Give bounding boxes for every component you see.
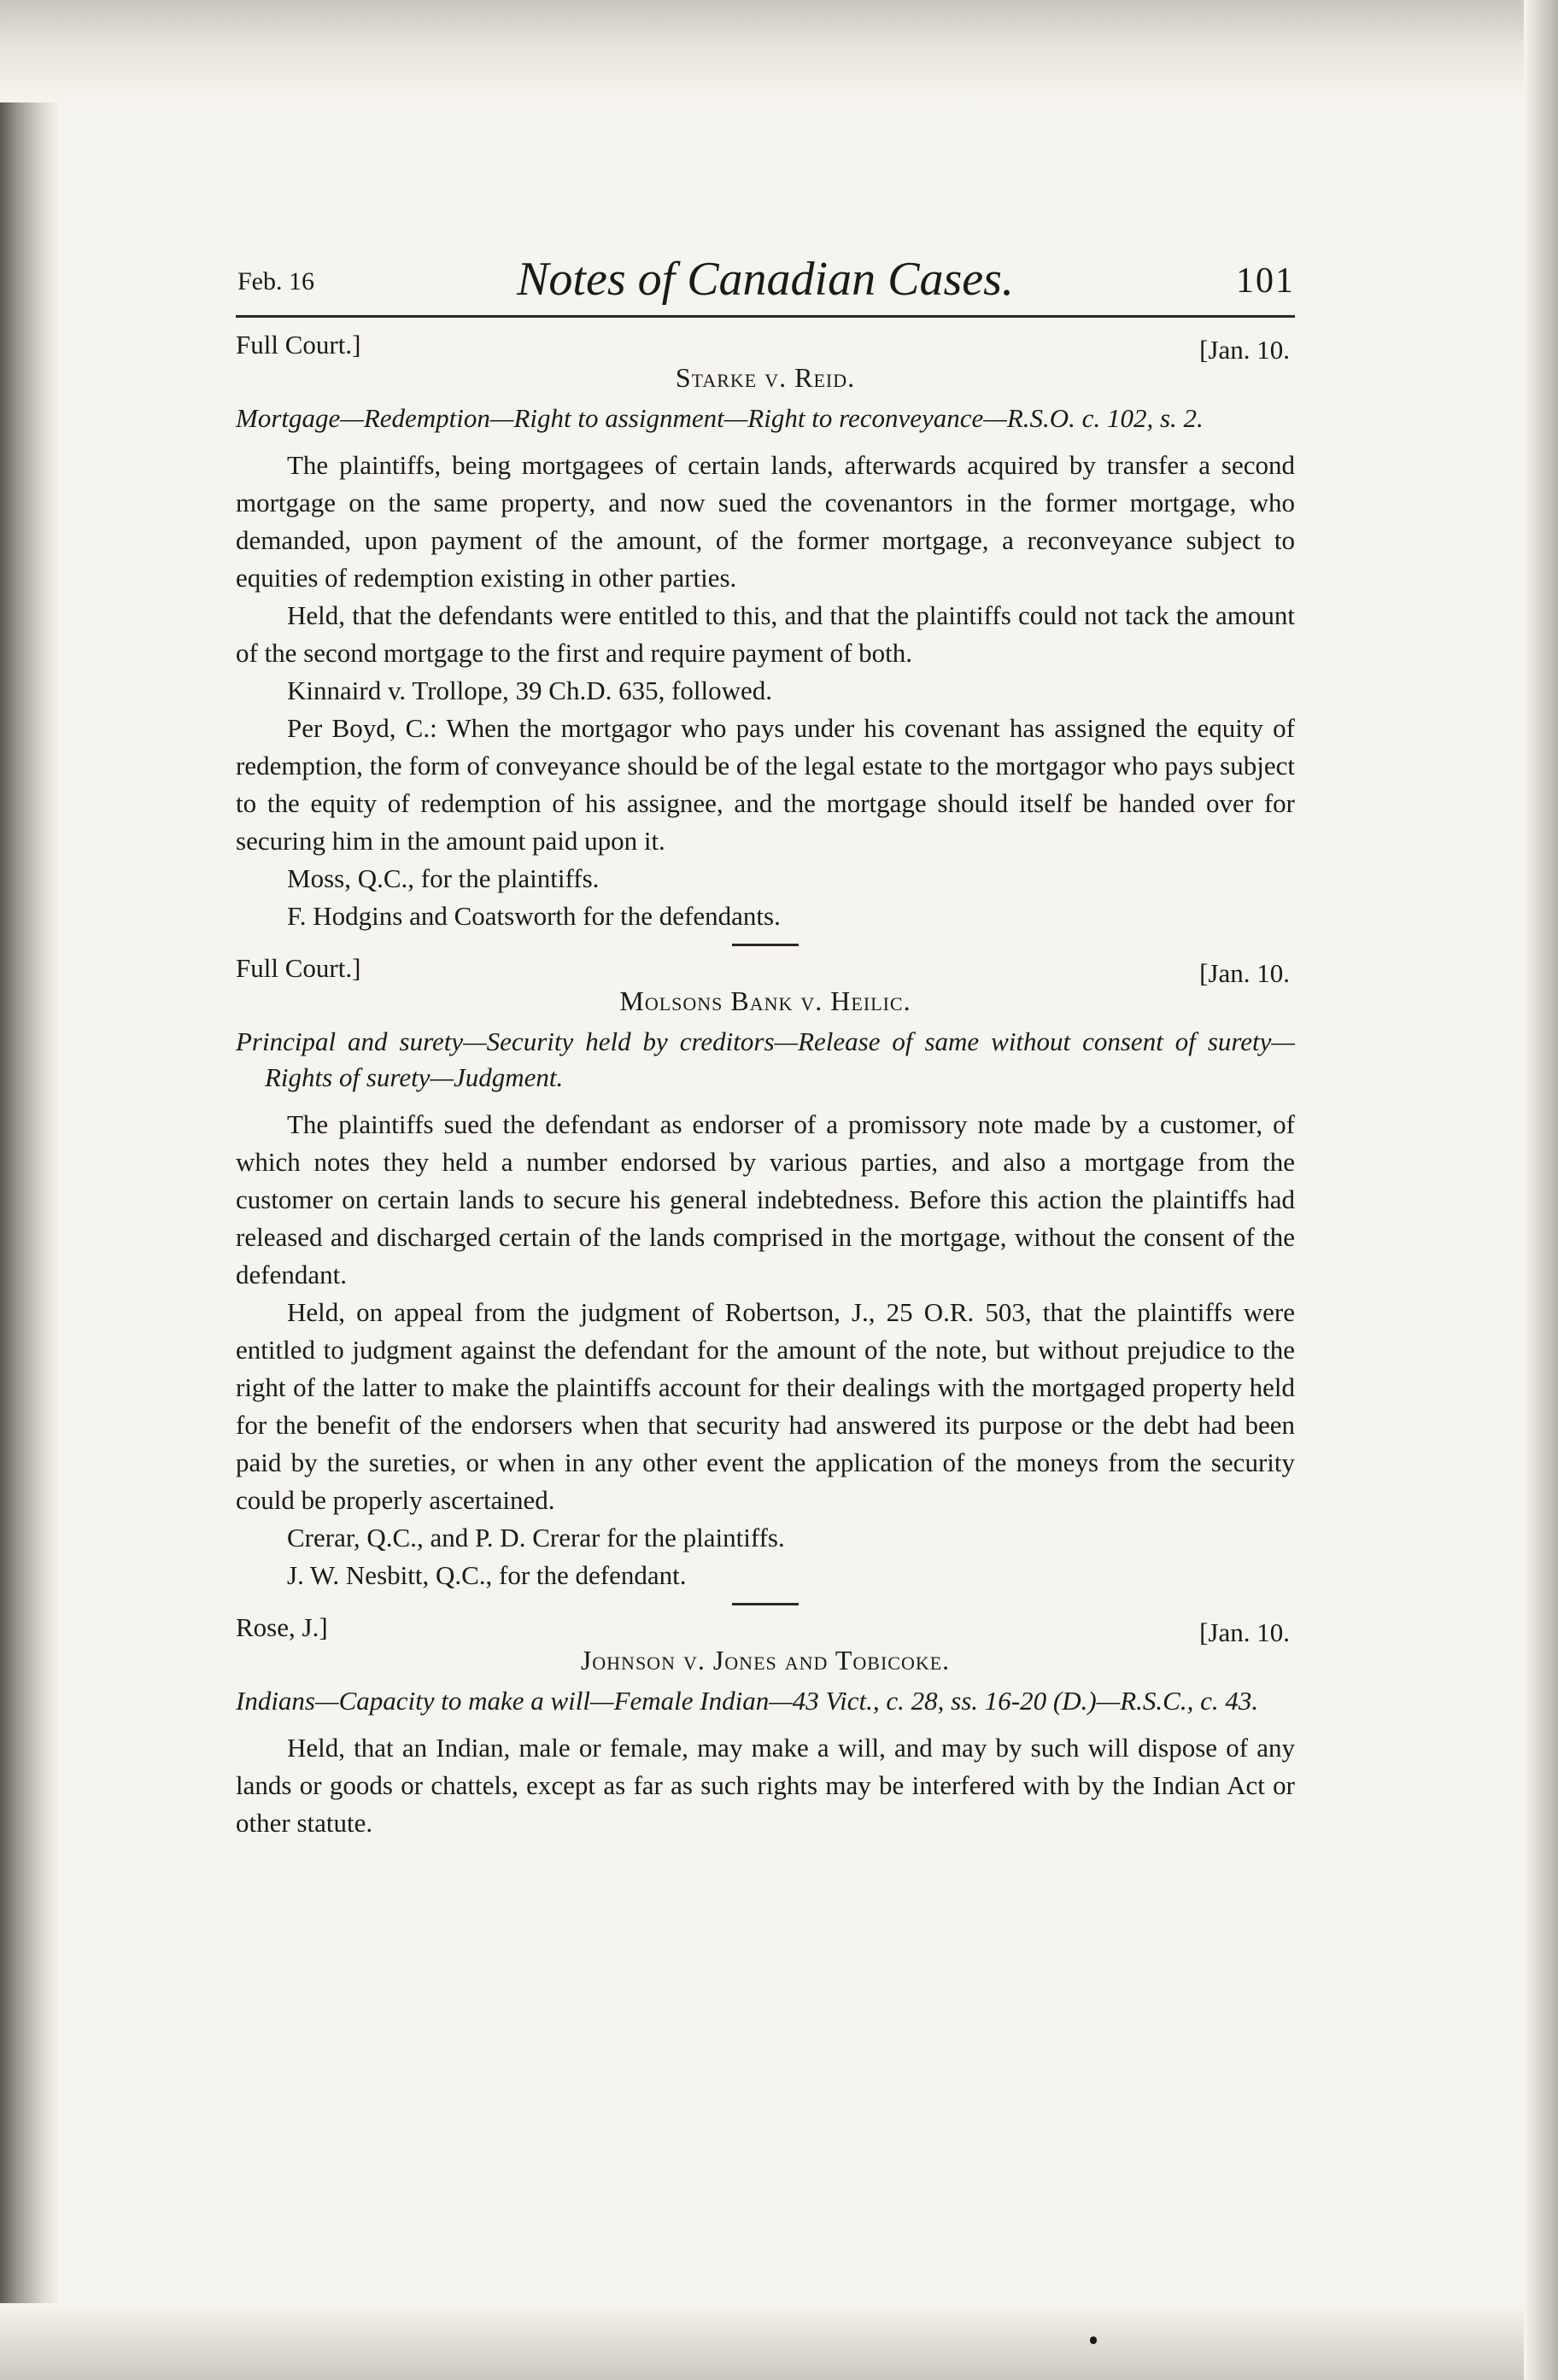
- counsel-plaintiffs: Moss, Q.C., for the plaintiffs.: [287, 863, 600, 893]
- case-holding: Held, on appeal from the judgment of Robertson, J., 25 O.R. 503, that the plaintiffs were entitled to judgment against the defendant for the amount of the note, but without prejudice to the right of the latter to make the plaintiffs account for their dealings with the mortgaged property held for the benefit of the endorsers when that security had answered its purpose or the debt had been paid by the sureties, or when in any other event the application of the moneys from the security could be properly ascertained.: [236, 1297, 1295, 1515]
- case-citation: Kinnaird v. Trollope, 39 Ch.D. 635, followed.: [287, 675, 773, 705]
- decision-date: [Jan. 10.: [1199, 335, 1290, 365]
- case-title: Johnson v. Jones and Tobicoke.: [580, 1645, 951, 1675]
- page-edge-shadow: [0, 0, 60, 2380]
- case-paragraph: The plaintiffs, being mortgagees of certain lands, afterwards acquired by transfer a second mortgage on the same property, and now sued the covenantors in the former mortgage, who demanded, upon payment of the amount, of the former mortgage, a reconveyance subject to equities of redemption existing in other parties.: [236, 450, 1295, 593]
- ink-speck: [1090, 2336, 1097, 2344]
- case-headnote: Mortgage—Redemption—Right to assignment—Right to reconveyance—R.S.O. c. 102, s. 2.: [236, 403, 1204, 433]
- case-separator: [732, 944, 799, 946]
- page-number: 101: [1236, 261, 1295, 301]
- case-separator: [732, 1603, 799, 1605]
- case-holding: Held, that an Indian, male or female, may make a will, and may by such will dispose of any lands or goods or chattels, except as far as such rights may be interfered with by the Indian Act or other statute.: [236, 1733, 1295, 1838]
- court-line: [236, 953, 1295, 992]
- running-head: [236, 252, 1295, 312]
- court-name: Rose, J.]: [236, 1612, 328, 1642]
- case-title: Molsons Bank v. Heilic.: [619, 985, 911, 1016]
- header-rule: [236, 315, 1295, 318]
- court-line: [236, 1612, 1295, 1652]
- case-holding: Held, that the defendants were entitled to this, and that the plaintiffs could not tack the amount of the second mortgage to the first and require payment of both.: [236, 600, 1295, 668]
- court-name: Full Court.]: [236, 953, 361, 983]
- decision-date: [Jan. 10.: [1199, 958, 1290, 988]
- counsel-defendant: J. W. Nesbitt, Q.C., for the defendant.: [287, 1560, 687, 1590]
- counsel-plaintiffs: Crerar, Q.C., and P. D. Crerar for the plaintiffs.: [287, 1523, 785, 1553]
- decision-date: [Jan. 10.: [1199, 1617, 1290, 1647]
- page-content: [236, 252, 1295, 1842]
- case-headnote: Principal and surety—Security held by creditors—Release of same without consent of surety—Rights of surety—Judgment.: [236, 1026, 1295, 1092]
- court-name: Full Court.]: [236, 330, 361, 360]
- case-molsons-bank-v-heilic: [236, 953, 1295, 1594]
- page-top-shadow: [0, 0, 1558, 102]
- case-paragraph: The plaintiffs sued the defendant as endorser of a promissory note made by a customer, of which notes they held a number endorsed by various parties, and also a mortgage from the customer on certain lands to secure his general indebtedness. Before this action the plaintiffs had released and discharged certain of the lands comprised in the mortgage, without the consent of the defendant.: [236, 1109, 1295, 1289]
- case-title: Starke v. Reid.: [675, 362, 856, 393]
- case-headnote: Indians—Capacity to make a will—Female Indian—43 Vict., c. 28, ss. 16-20 (D.)—R.S.C., c. 43.: [236, 1686, 1259, 1716]
- running-head-date: Feb. 16: [237, 267, 314, 295]
- case-opinion: Per Boyd, C.: When the mortgagor who pays under his covenant has assigned the equity of redemption, the form of conveyance should be of the legal estate to the mortgagor who pays subject to the equity of redemption of his assignee, and the mortgage should itself be handed over for securing him in the amount paid upon it.: [236, 713, 1295, 856]
- running-head-title: Notes of Canadian Cases.: [517, 253, 1014, 306]
- court-line: [236, 330, 1295, 369]
- counsel-defendants: F. Hodgins and Coatsworth for the defendants.: [287, 901, 781, 931]
- case-starke-v-reid: [236, 330, 1295, 935]
- case-johnson-v-jones: [236, 1612, 1295, 1842]
- page-right-shadow: [1524, 0, 1558, 2380]
- page-bottom-shadow: [0, 2303, 1558, 2380]
